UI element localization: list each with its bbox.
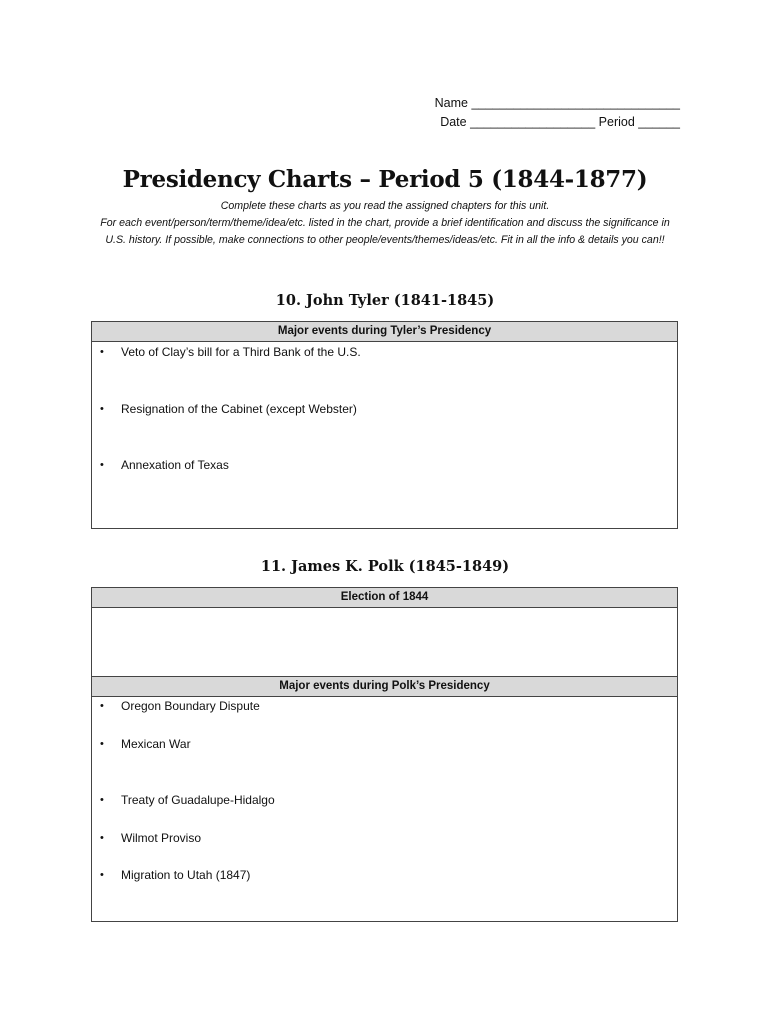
date-period-field[interactable]: Date __________________ Period ______ bbox=[440, 115, 680, 129]
instructions-line-2: For each event/person/term/theme/idea/etc. listed in the chart, provide a brief identification and discuss the significance in U.S. history. If possible, make connections to other people/events/themes/ideas/etc. Fit in all the info & details you can!! bbox=[100, 217, 670, 246]
polk-heading: 11. James K. Polk (1845-1849) bbox=[260, 558, 510, 575]
list-item-text: Migration to Utah (1847) bbox=[121, 868, 251, 882]
tyler-chart bbox=[91, 321, 678, 529]
list-item-text: Resignation of the Cabinet (except Webster) bbox=[121, 402, 357, 416]
polk-chart-body[interactable] bbox=[92, 697, 677, 921]
bullet-icon: • bbox=[100, 738, 104, 750]
list-item-text: Veto of Clay’s bill for a Third Bank of the U.S. bbox=[121, 345, 361, 359]
bullet-icon: • bbox=[100, 403, 104, 415]
bullet-icon: • bbox=[100, 459, 104, 471]
bullet-icon: • bbox=[100, 869, 104, 881]
student-info-fields bbox=[435, 94, 680, 132]
tyler-chart-body[interactable] bbox=[92, 342, 677, 528]
page-title: Presidency Charts – Period 5 (1844-1877) bbox=[122, 166, 648, 193]
list-item-text: Mexican War bbox=[121, 737, 191, 751]
list-item-text: Wilmot Proviso bbox=[121, 831, 202, 845]
instructions-line-1: Complete these charts as you read the assigned chapters for this unit. bbox=[220, 200, 550, 212]
polk-chart-header: Major events during Polk’s Presidency bbox=[92, 676, 677, 697]
polk-chart bbox=[91, 587, 678, 922]
bullet-icon: • bbox=[100, 700, 104, 712]
tyler-chart-header: Major events during Tyler’s Presidency bbox=[92, 322, 677, 342]
instructions bbox=[96, 198, 674, 249]
tyler-heading: 10. John Tyler (1841-1845) bbox=[275, 292, 495, 309]
name-field[interactable]: Name ______________________________ bbox=[434, 96, 680, 110]
bullet-icon: • bbox=[100, 794, 104, 806]
list-item-text: Oregon Boundary Dispute bbox=[121, 699, 260, 713]
list-item-text: Treaty of Guadalupe-Hidalgo bbox=[121, 793, 275, 807]
list-item-text: Annexation of Texas bbox=[121, 458, 229, 472]
bullet-icon: • bbox=[100, 832, 104, 844]
election-1844-header: Election of 1844 bbox=[92, 588, 677, 608]
bullet-icon: • bbox=[100, 346, 104, 358]
election-1844-body[interactable] bbox=[92, 608, 677, 676]
